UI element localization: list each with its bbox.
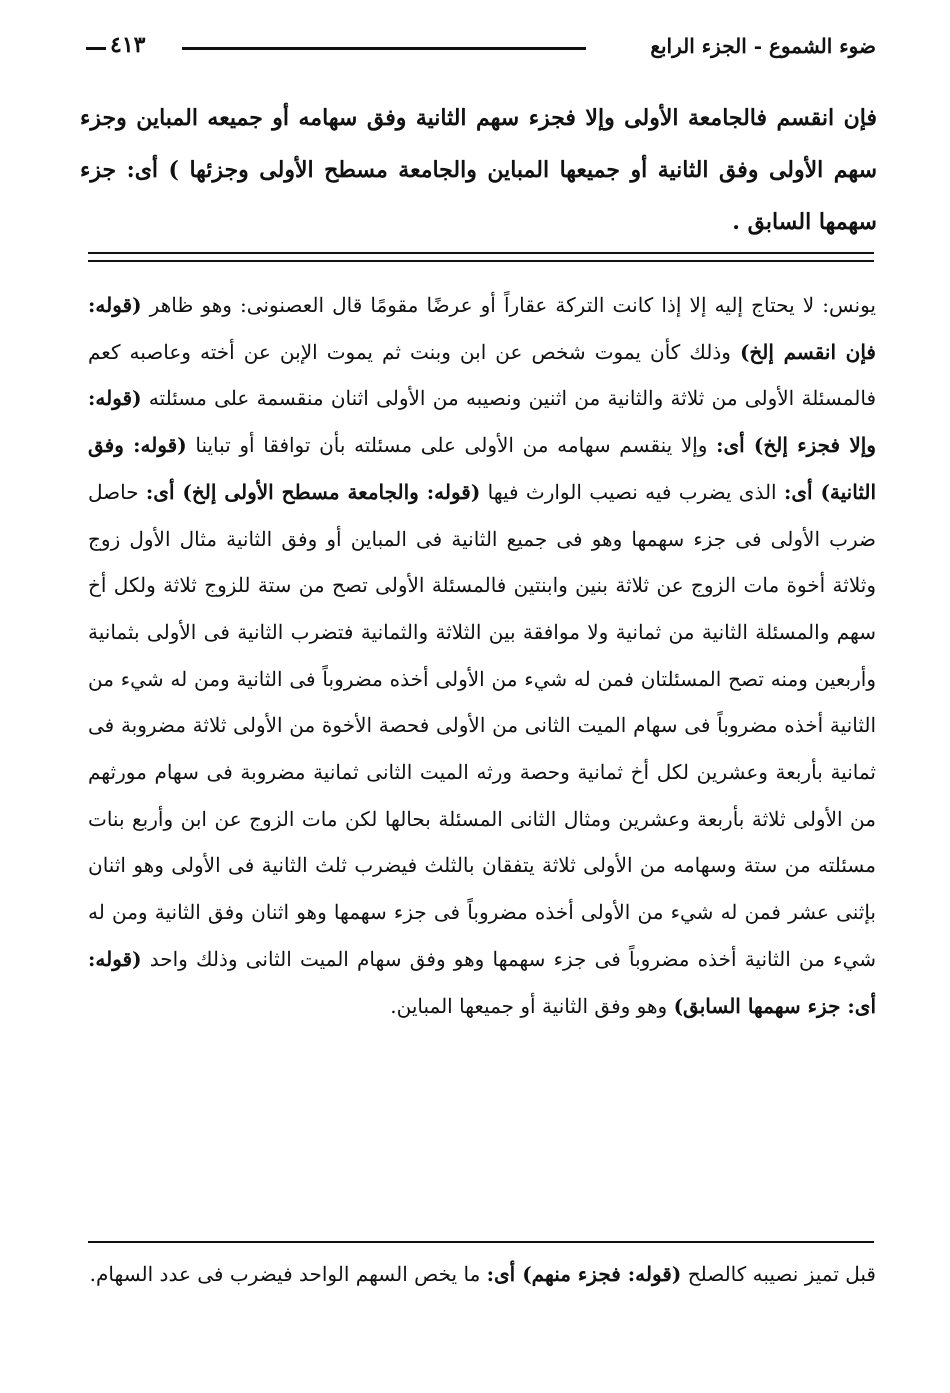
- footnote-segment-1: قبل تميز نصيبه كالصلح: [687, 1262, 876, 1286]
- page-number: ٤١٣: [110, 32, 146, 58]
- commentary-segment-4: حاصل ضرب الأولى فى جزء سهمها وهو فى جميع الثانية فى المباين أو وفق الثانية مثال الأول زوج وثلاثة أخوة مات الزوج عن ثلاثة بنين وابنتين فالمسئلة الأولى تصح من ستة للزوج ثلاثة ولكل أخ سهم والمسئلة الثانية من ثمانية ولا موافقة بين الثلاثة والثمانية فتضرب الثانية فى الأولى بثمانية وأربعين ومنه تصح المسئلتان فمن له شيء من الأولى أخذه مضروباً فى الثانية ومن له شيء من الثانية أخذه مضروباً فى سهام الميت الثانى من الأولى فحصة الأخوة من الأولى ثلاثة مضروبة فى ثمانية بأربعة وعشرين لكل أخ ثمانية وحصة ورثه الميت الثانى ثمانية مضروبة فى سهام مورثهم من الأولى ثلاثة بأربعة وعشرين ومثال الثانى المسئلة بحالها لكن مات الزوج عن ابن وأربع بنات مسئلته من ستة وسهامه من الأولى ثلاثة يتفقان بالثلث فيضرب ثلث الثانية فى الأولى وهو اثنان بإثنى عشر فمن له شيء من الأولى أخذه مضروباً فى جزء سهمها وهو اثنان وفق الثانية ومن له شيء من الثانية أخذه مضروباً فى جزء سهمها وهو وفق سهام الميت الثانى وذلك واحد: [88, 479, 877, 971]
- commentary-marker-3: (قوله: وفق الثانية) أى:: [88, 433, 877, 504]
- header-rule-left: [86, 47, 106, 50]
- footnote-divider: [88, 1241, 874, 1243]
- footnote-marker: (قوله: فجزء منهم) أى:: [486, 1262, 682, 1286]
- divider-line-bottom: [88, 260, 874, 262]
- page-header: [86, 30, 876, 70]
- commentary-intro: يونس: لا يحتاج إليه إلا إذا كانت التركة عقاراً أو عرضًا مقومًا قال العصنونى: وهو ظاهر: [149, 293, 876, 317]
- commentary-segment-2: وإلا ينقسم سهامه من الأولى على مسئلته بأن توافقا أو تباينا: [195, 433, 708, 458]
- commentary-segment-3: الذى يضرب فيه نصيب الوارث فيها: [487, 479, 777, 504]
- commentary-block: [88, 282, 876, 1029]
- footnote-segment-2: ما يخص السهم الواحد فيضرب فى عدد السهام.: [89, 1262, 481, 1286]
- running-title: ضوء الشموع - الجزء الرابع: [650, 34, 876, 58]
- commentary-segment-5: وهو وفق الثانية أو جميعها المباين.: [390, 993, 668, 1018]
- commentary-marker-5: (قوله: أى: جزء سهمها السابق): [88, 946, 876, 1018]
- section-divider: [88, 252, 874, 268]
- footnote-block: [88, 1251, 876, 1297]
- footnote-paragraph: [88, 1251, 876, 1297]
- commentary-marker-2: (قوله: وإلا فجزء إلخ) أى:: [88, 386, 876, 458]
- commentary-marker-1: (قوله: فإن انقسم إلخ): [88, 293, 876, 364]
- commentary-segment-1: وذلك كأن يموت شخص عن ابن وبنت ثم يموت الإبن عن أخته وعاصبه كعم فالمسئلة الأولى من ثلاثة والثانية من اثنين ونصيبه من الأولى اثنان منقسمة على مسئلته: [88, 339, 876, 411]
- header-rule-middle: [182, 47, 586, 50]
- divider-line-top: [88, 252, 874, 254]
- commentary-marker-4: (قوله: والجامعة مسطح الأولى إلخ) أى:: [145, 479, 481, 504]
- commentary-paragraph: [88, 282, 876, 1029]
- main-text-block: [80, 92, 877, 248]
- main-text: فإن انقسم فالجامعة الأولى وإلا فجزء سهم الثانية وفق سهامه أو جميعه المباين وجزء سهم الأولى وفق الثانية أو جميعها المباين والجامعة مسطح الأولى وجزئها ) أى: جزء سهمها السابق .: [80, 105, 877, 235]
